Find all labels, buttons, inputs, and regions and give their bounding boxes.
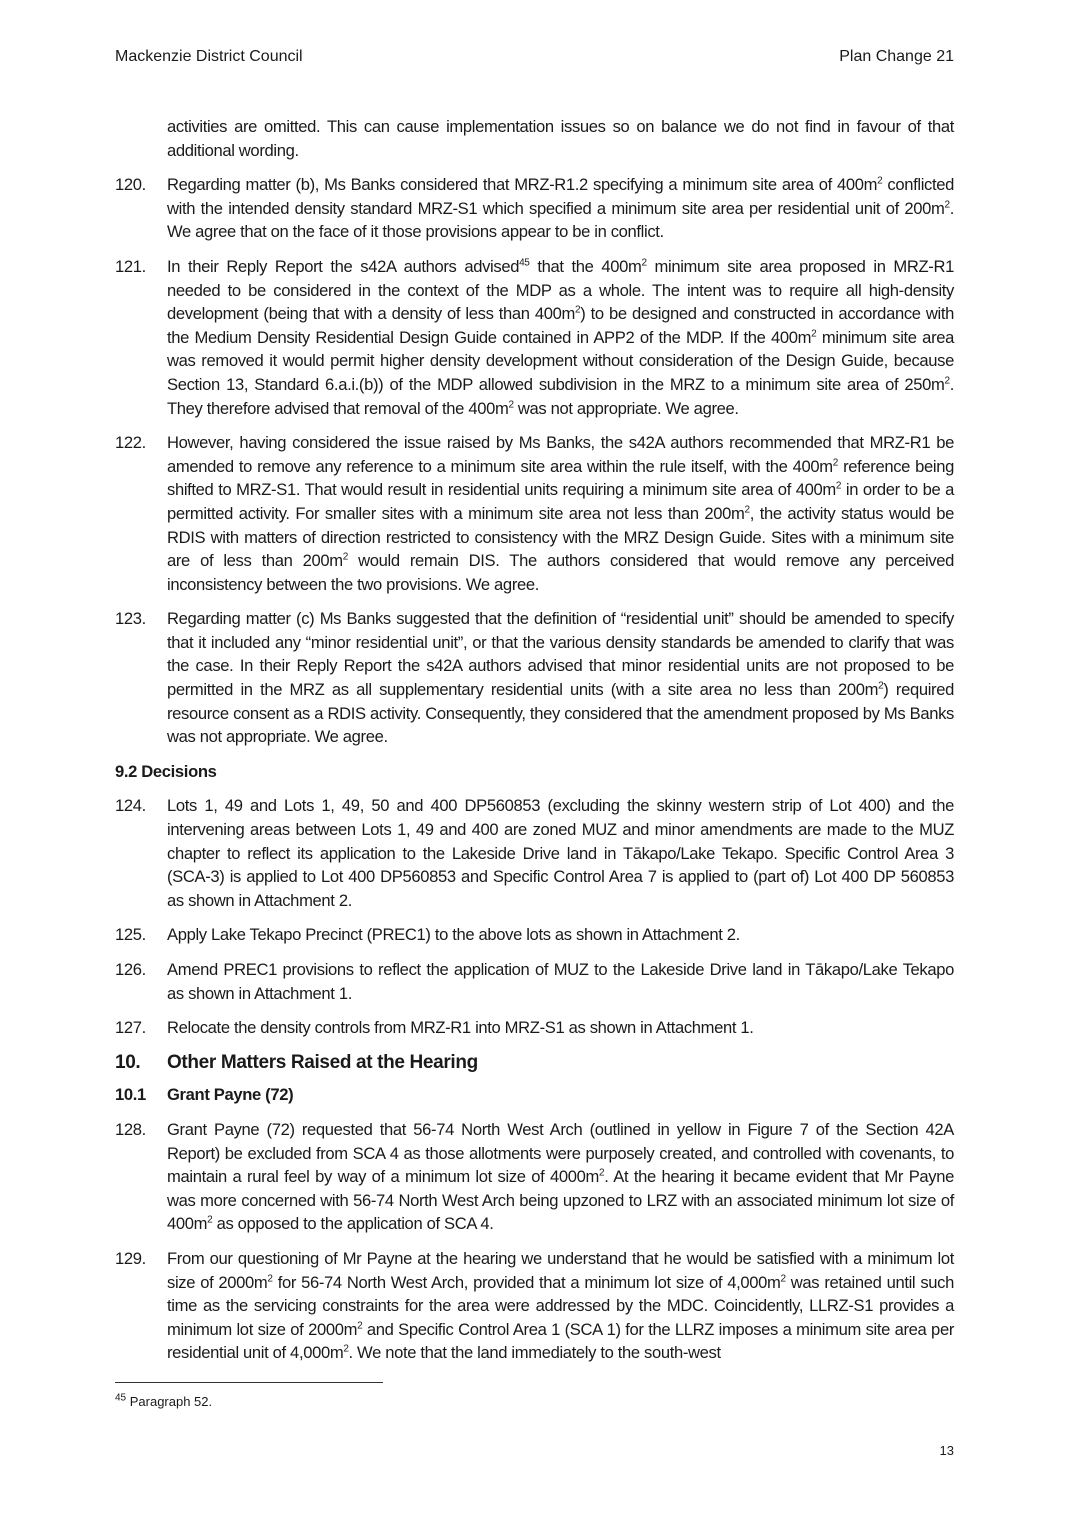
paragraph-number: 127. — [115, 1018, 146, 1038]
document-body — [115, 115, 954, 1376]
paragraph-120: 120. Regarding matter (b), Ms Banks considered that MRZ-R1.2 specifying a minimum site area of $400m^2$ conflicted with the intended density standard MRZ-S1 which specified a minimum site area per residential unit of $200m^2$. We agree that on the face of it those provisions appear to be in conflict. — [115, 175, 954, 242]
paragraph-128: 128. Grant Payne (72) requested that 56-74 North West Arch (outlined in yellow in Figure 7 of the Section 42A Report) be excluded from SCA 4 as those allotments were purposely created, and controlled with covenants, to maintain a rural feel by way of a minimum lot size of $4000m^2$. At the hearing it became evident that Mr Payne was more concerned with 56-74 North West Arch being upzoned to LRZ with an associated minimum lot size of $400m^2$ as opposed to the application of SCA 4. — [115, 1119, 954, 1234]
paragraph-number: 124. — [115, 796, 146, 816]
paragraph-122: 122. However, having considered the issue raised by Ms Banks, the s42A authors recommended that MRZ-R1 be amended to remove any reference to a minimum site area within the rule itself, with the $400m^2$ reference being shifted to MRZ-S1. That would result in residential units requiring a minimum site area of $400m^2$ in order to be a permitted activity. For smaller sites with a minimum site area not less than $200m^2$, the activity status would be RDIS with matters of direction restricted to consistency with the MRZ Design Guide. Sites with a minimum site are of less than $200m^2$ would remain DIS. The authors considered that would remove any perceived inconsistency between the two provisions. We agree. — [115, 433, 954, 594]
section-heading-10: 10. Other Matters Raised at the Hearing — [115, 1051, 478, 1073]
paragraph-127: 127. Relocate the density controls from MRZ-R1 into MRZ-S1 as shown in Attachment 1. — [115, 1016, 954, 1040]
paragraph-123: 123. Regarding matter (c) Ms Banks suggested that the definition of “residential unit” should be amended to specify that it included any “minor residential unit”, or that the various density standards be amended to clarify that was the case. In their Reply Report the s42A authors advised that minor residential units are not proposed to be permitted in the MRZ as all supplementary residential units (with a site area no less than $200m^2$) required resource consent as a RDIS activity. Consequently, they considered that the amendment proposed by Ms Banks was not appropriate. We agree. — [115, 609, 954, 747]
paragraph-number: 122. — [115, 433, 146, 453]
footnote: $^{45}$ Paragraph 52. — [115, 1392, 213, 1409]
page-number: 13 — [939, 1443, 954, 1458]
paragraph-number: 121. — [115, 256, 146, 276]
paragraph-121: 121. In their Reply Report the s42A authors advised$^{45}$ that the $400m^2$ minimum site area proposed in MRZ-R1 needed to be considered in the context of the MDP as a whole. The intent was to require all high-density development (being that with a density of less than $400m^2$) to be designed and constructed in accordance with the Medium Density Residential Design Guide contained in APP2 of the MDP. If the $400m^2$ minimum site area was removed it would permit higher density development without consideration of the Design Guide, because Section 13, Standard 6.a.i.(b)) of the MDP allowed subdivision in the MRZ to a minimum site area of $250m^2$. They therefore advised that removal of the $400m^2$ was not appropriate. We agree. — [115, 256, 954, 418]
paragraph-number: 123. — [115, 609, 146, 629]
paragraph-number: 126. — [115, 960, 146, 979]
header-plan-change: Plan Change 21 — [839, 48, 954, 65]
header-council-name: Mackenzie District Council — [115, 48, 303, 65]
paragraph-129: 129. From our questioning of Mr Payne at the hearing we understand that he would be satisfied with a minimum lot size of $2000m^2$ for 56-74 North West Arch, provided that a minimum lot size of $4,000m^2$ was retained until such time as the servicing constraints for the area were addressed by the MDC. Coincidently, LLRZ-S1 provides a minimum lot size of $2000m^2$ and Specific Control Area 1 (SCA 1) for the LLRZ imposes a minimum site area per residential unit of $4,000m^2$. We note that the land immediately to the south-west — [115, 1248, 954, 1363]
paragraph-number: 120. — [115, 175, 146, 195]
footnote-reference: 45 — [519, 257, 530, 269]
paragraph-126: 126. Amend PREC1 provisions to reflect the application of MUZ to the Lakeside Drive land in Tākapo/Lake Tekapo as shown in Attachment 1. — [115, 960, 954, 1003]
paragraph-124: 124. Lots 1, 49 and Lots 1, 49, 50 and 400 DP560853 (excluding the skinny western strip of Lot 400) and the intervening areas between Lots 1, 49 and 400 are zoned MUZ and minor amendments are made to the MUZ chapter to reflect its application to the Lakeside Drive land in Tākapo/Lake Tekapo. Specific Control Area 3 (SCA-3) is applied to Lot 400 DP560853 and Specific Control Area 7 is applied to (part of) Lot 400 DP 560853 as shown in Attachment 2. — [115, 796, 954, 910]
section-heading-10-1: 10.1 Grant Payne (72) — [115, 1085, 294, 1105]
section-heading-9-2: 9.2 Decisions — [115, 761, 217, 781]
paragraph-125: 125. Apply Lake Tekapo Precinct (PREC1) to the above lots as shown in Attachment 2. — [115, 923, 954, 947]
paragraph-number: 129. — [115, 1248, 146, 1268]
paragraph-number: 125. — [115, 925, 146, 945]
paragraph-number: 128. — [115, 1119, 146, 1139]
paragraph-continued: activities are omitted. This can cause implementation issues so on balance we do not find in favour of that additional wording. — [167, 117, 954, 160]
footnote-divider — [115, 1382, 383, 1383]
